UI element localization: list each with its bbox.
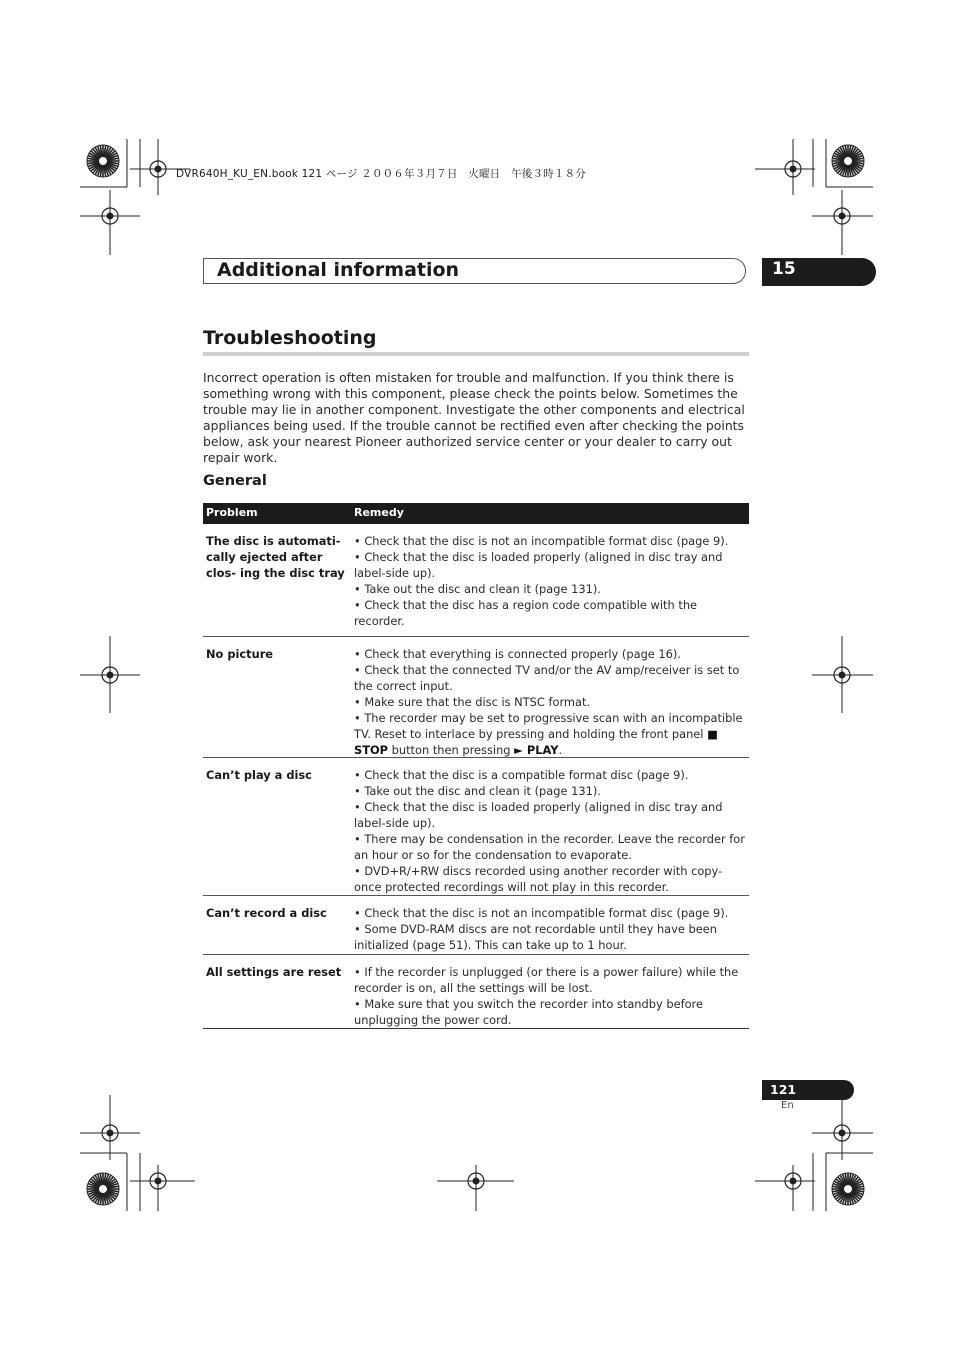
table-row — [203, 955, 749, 1029]
remedy-item: • Check that the connected TV and/or the AV amp/receiver is set to the correct input. — [354, 663, 740, 693]
remedy-item: • There may be condensation in the recorder. Leave the recorder for an hour or so for the condensation to evaporate. — [354, 832, 745, 862]
remedy-item: • DVD+R/+RW discs recorded using another recorder with copy-once protected recordings will not play in this recorder. — [354, 864, 723, 894]
remedy-item: • Check that everything is connected properly (page 16). — [354, 647, 681, 661]
sunburst-mark-bl — [87, 1173, 119, 1205]
page-language: En — [781, 1100, 794, 1111]
remedy-item: • Check that the disc is not an incompatible format disc (page 9). — [354, 906, 729, 920]
sunburst-mark-tl — [87, 145, 119, 177]
column-header-remedy: Remedy — [354, 506, 404, 519]
heading-rule — [203, 352, 749, 356]
problem-cell: Can’t record a disc — [206, 906, 327, 920]
problem-cell: The disc is automati- cally ejected after clos- ing the disc tray — [206, 534, 345, 580]
remedy-item: • Some DVD-RAM discs are not recordable until they have been initialized (page 51). This can take up to 1 hour. — [354, 922, 717, 952]
remedy-item: • Check that the disc is loaded properly (aligned in disc tray and label-side up). — [354, 550, 723, 580]
table-row — [203, 758, 749, 896]
stop-button-label: ■ STOP — [354, 727, 718, 757]
book-info-line: DVR640H_KU_EN.book 121 ページ ２００６年３月７日 火曜日 午後３時１８分 — [176, 168, 586, 180]
remedy-item: • The recorder may be set to progressive scan with an incompatible TV. Reset to interlace by pressing and holding the front panel ■ STOP button then pressing ► PLAY. — [354, 711, 743, 757]
troubleshooting-table — [203, 503, 749, 1029]
chapter-number: 15 — [772, 259, 796, 279]
remedy-item: • Make sure that you switch the recorder into standby before unplugging the power cord. — [354, 997, 703, 1027]
sunburst-mark-tr — [832, 145, 864, 177]
remedy-item: • Take out the disc and clean it (page 131). — [354, 582, 601, 596]
problem-cell: Can’t play a disc — [206, 768, 312, 782]
remedy-item: • Take out the disc and clean it (page 131). — [354, 784, 601, 798]
page-number: 121 — [770, 1082, 797, 1097]
column-header-problem: Problem — [206, 506, 258, 519]
table-row — [203, 896, 749, 955]
subsection-title: General — [203, 473, 267, 489]
section-title: Additional information — [217, 259, 460, 281]
problem-cell: No picture — [206, 647, 274, 661]
remedy-item: • Check that the disc is loaded properly (aligned in disc tray and label-side up). — [354, 800, 723, 830]
page-title: Troubleshooting — [203, 327, 377, 349]
table-row — [203, 524, 749, 637]
remedy-item: • Check that the disc is not an incompatible format disc (page 9). — [354, 534, 729, 548]
remedy-item: • Check that the disc has a region code compatible with the recorder. — [354, 598, 698, 628]
table-row — [203, 637, 749, 758]
play-button-label: ► PLAY — [514, 743, 559, 757]
remedy-item: • Make sure that the disc is NTSC format. — [354, 695, 591, 709]
remedy-item: • Check that the disc is a compatible format disc (page 9). — [354, 768, 689, 782]
table-header — [203, 503, 749, 524]
sunburst-mark-br — [832, 1173, 864, 1205]
problem-cell: All settings are reset — [206, 965, 342, 979]
intro-paragraph: Incorrect operation is often mistaken for trouble and malfunction. If you think there is something wrong with this component, please check the points below. Sometimes the trouble may lie in another component. Investigate the other components and electrical appliances being used. If the trouble cannot be rectified even after checking the points below, ask your nearest Pioneer authorized service center or your dealer to carry out repair work. — [203, 370, 745, 465]
remedy-item: • If the recorder is unplugged (or there is a power failure) while the recorder is on, all the settings will be lost. — [354, 965, 739, 995]
